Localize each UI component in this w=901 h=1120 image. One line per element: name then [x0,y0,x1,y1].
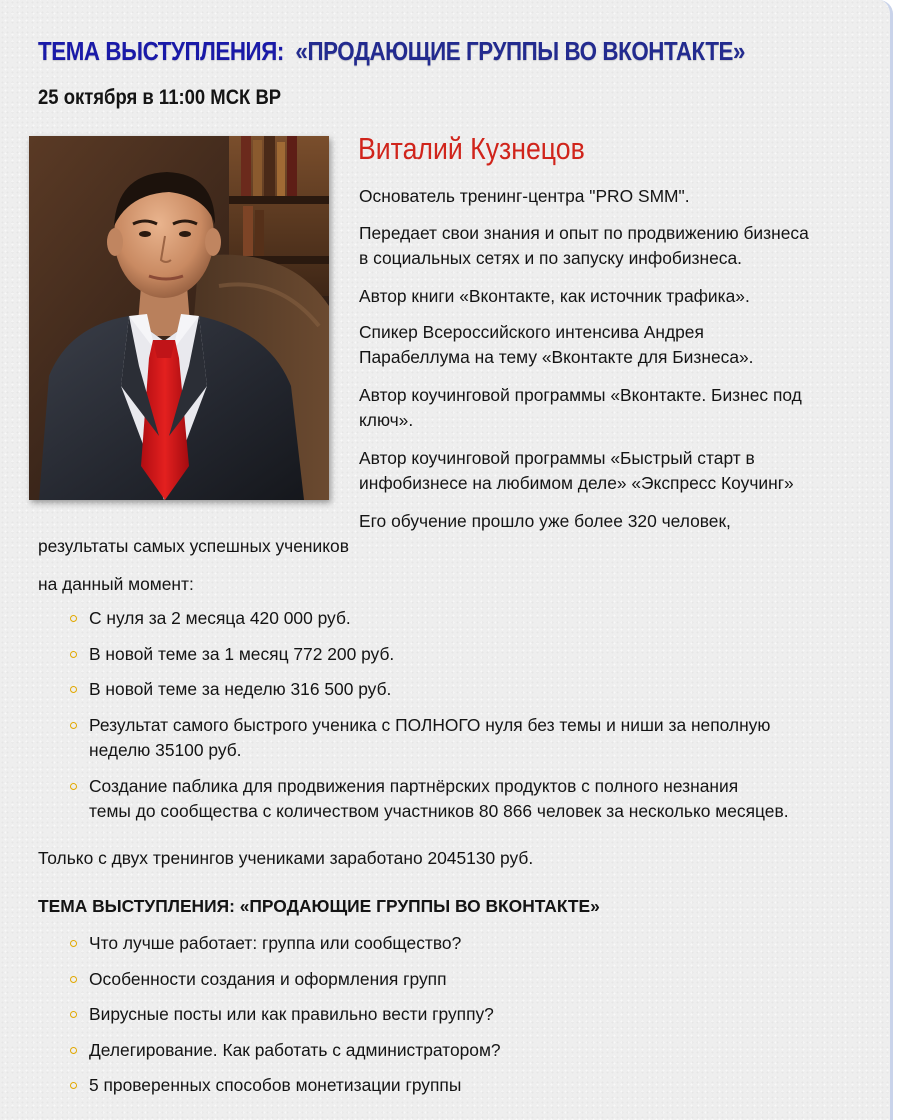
bio-line: Его обучение прошло уже более 320 человек, [359,511,731,531]
theme-value: «ПРОДАЮЩИЕ ГРУППЫ ВО ВКОНТАКТЕ» [295,36,746,66]
list-item-text: В новой теме за неделю 316 500 руб. [89,679,392,699]
bio-line: Спикер Всероссийского интенсива Андрея [359,322,704,342]
bullet-circle-icon [70,686,77,693]
bullet-circle-icon [70,976,77,983]
bio-line: в социальных сетях и по запуску инфобизнеса. [359,248,742,268]
list-item-text: С нуля за 2 месяца 420 000 руб. [89,608,351,628]
bullet-circle-icon [70,615,77,622]
earnings-summary: Только с двух тренингов учениками заработано 2045130 руб. [38,848,534,868]
bullet-circle-icon [70,1047,77,1054]
bio-line: на данный момент: [38,574,194,594]
list-item-text: 5 проверенных способов монетизации группы [89,1075,462,1095]
list-item-text: Что лучше работает: группа или сообщество? [89,933,462,953]
bio-line: инфобизнесе на любимом деле» «Экспресс Коучинг» [359,473,794,493]
list-item-text: Особенности создания и оформления групп [89,969,447,989]
bio-line: Автор коучинговой программы «Вконтакте. Бизнес под [359,385,802,405]
bio-line: результаты самых успешных учеников [38,536,349,556]
bio-line: Автор коучинговой программы «Быстрый старт в [359,448,755,468]
bullet-circle-icon [70,722,77,729]
bio-line: Парабеллума на тему «Вконтакте для Бизнеса». [359,347,754,367]
theme-label: ТЕМА ВЫСТУПЛЕНИЯ: [38,36,284,66]
event-date: 25 октября в 11:00 МСК ВР [38,86,282,109]
bio-line: ключ». [359,410,414,430]
list-item-text-cont: неделю 35100 руб. [89,740,242,760]
page-title [38,36,745,67]
list-item-text: В новой теме за 1 месяц 772 200 руб. [89,644,395,664]
list-item-text: Делегирование. Как работать с администратором? [89,1040,501,1060]
bullet-circle-icon [70,940,77,947]
topics-heading: ТЕМА ВЫСТУПЛЕНИЯ: «ПРОДАЮЩИЕ ГРУППЫ ВО ВКОНТАКТЕ» [38,896,600,916]
bullet-circle-icon [70,651,77,658]
bullet-circle-icon [70,783,77,790]
bio-line: Основатель тренинг-центра "PRO SMM". [359,186,690,206]
bio-line: Передает свои знания и опыт по продвижению бизнеса [359,223,809,243]
bullet-circle-icon [70,1082,77,1089]
list-item-text: Результат самого быстрого ученика с ПОЛНОГО нуля без темы и ниши за неполную [89,715,771,735]
list-item-text: Создание паблика для продвижения партнёрских продуктов с полного незнания [89,776,739,796]
bio-line: Автор книги «Вконтакте, как источник трафика». [359,286,750,306]
speaker-photo [29,136,329,500]
list-item-text-cont: темы до сообщества с количеством участников 80 866 человек за несколько месяцев. [89,801,789,821]
bullet-circle-icon [70,1011,77,1018]
speaker-name: Виталий Кузнецов [358,131,585,166]
list-item-text: Вирусные посты или как правильно вести группу? [89,1004,494,1024]
speaker-portrait-image [29,136,329,500]
